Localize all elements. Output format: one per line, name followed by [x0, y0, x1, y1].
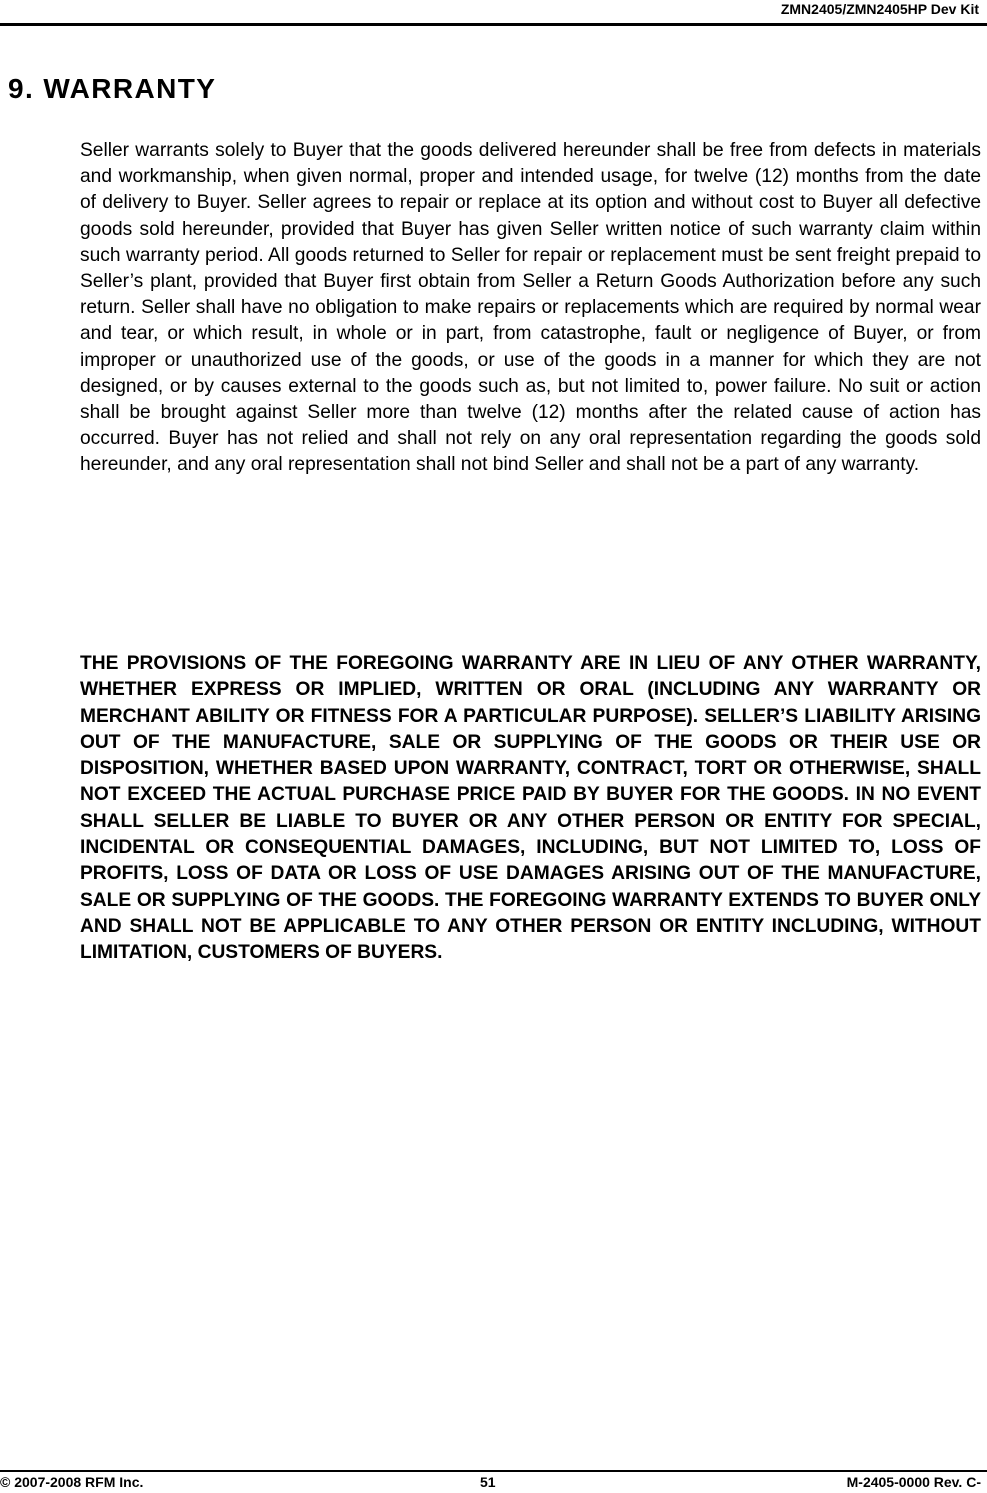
running-header-title: ZMN2405/ZMN2405HP Dev Kit: [780, 1, 979, 17]
footer-copyright: © 2007-2008 RFM Inc.: [0, 1474, 144, 1490]
disclaimer-paragraph: THE PROVISIONS OF THE FOREGOING WARRANTY ARE IN LIEU OF ANY OTHER WARRANTY, WHETHER EXPRESS OR IMPLIED, WRITTEN OR ORAL (INCLUDING ANY WARRANTY OR MERCHANT ABILITY OR FITNESS FOR A PARTICULAR PURPOSE). SELLER’S LIABILITY ARISING OUT OF THE MANUFACTURE, SALE OR SUPPLYING OF THE GOODS OR THEIR USE OR DISPOSITION, WHETHER BASED UPON WARRANTY, CONTRACT, TORT OR OTHERWISE, SHALL NOT EXCEED THE ACTUAL PURCHASE PRICE PAID BY BUYER FOR THE GOODS. IN NO EVENT SHALL SELLER BE LIABLE TO BUYER OR ANY OTHER PERSON OR ENTITY FOR SPECIAL, INCIDENTAL OR CONSEQUENTIAL DAMAGES, INCLUDING, BUT NOT LIMITED TO, LOSS OF PROFITS, LOSS OF DATA OR LOSS OF USE DAMAGES ARISING OUT OF THE MANUFACTURE, SALE OR SUPPLYING OF THE GOODS. THE FOREGOING WARRANTY EXTENDS TO BUYER ONLY AND SHALL NOT BE APPLICABLE TO ANY OTHER PERSON OR ENTITY INCLUDING, WITHOUT LIMITATION, CUSTOMERS OF BUYERS.: [80, 653, 981, 964]
footer-rule: [0, 1470, 987, 1472]
footer-page-number: 51: [480, 1474, 496, 1490]
header-rule: [0, 23, 987, 26]
section-heading: 9. WARRANTY: [8, 73, 217, 104]
warranty-paragraph: Seller warrants solely to Buyer that the goods delivered hereunder shall be free from defects in materials and workmanship, when given normal, proper and intended usage, for twelve (12) months from the date of delivery to Buyer. Seller agrees to repair or replace at its option and without cost to Buyer all defective goods sold hereunder, provided that Buyer has given Seller written notice of such warranty claim within such warranty period. All goods returned to Seller for repair or replacement must be sent freight prepaid to Seller’s plant, provided that Buyer first obtain from Seller a Return Goods Authorization before any such return. Seller shall have no obligation to make repairs or replacements which are required by normal wear and tear, or which result, in whole or in part, from catastrophe, fault or negligence of Buyer, or from improper or unauthorized use of the goods, or use of the goods in a manner for which they are not designed, or by causes external to the goods such as, but not limited to, power failure. No suit or action shall be brought against Seller more than twelve (12) months after the related cause of action has occurred. Buyer has not relied and shall not rely on any oral representation regarding the goods sold hereunder, and any oral representation shall not bind Seller and shall not be a part of any warranty.: [80, 140, 981, 476]
footer-document-id: M-2405-0000 Rev. C-: [846, 1474, 981, 1490]
